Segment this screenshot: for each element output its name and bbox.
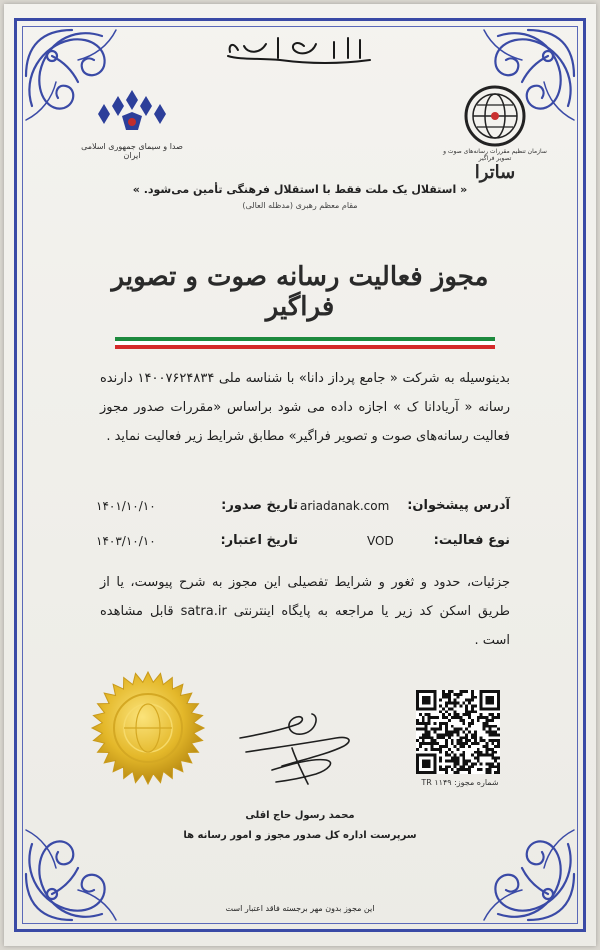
issue-date-label: تاریخ صدور: xyxy=(221,498,298,513)
address-label: آدرس پیشخوان: xyxy=(407,498,510,513)
signer-name: محمد رسول حاج اقلی xyxy=(245,810,355,821)
irib-logo xyxy=(72,86,192,160)
flag-red-stripe xyxy=(115,345,495,349)
quote-source: مقام معظم رهبری (مدظله العالی) xyxy=(242,201,358,210)
license-number: شماره مجوز: TR ۱۱۴۹ xyxy=(421,778,499,787)
gold-seal-icon xyxy=(88,668,208,788)
iran-flag-stripe xyxy=(115,337,495,349)
satra-brand: ساترا xyxy=(474,162,516,184)
activity-type-label: نوع فعالیت: xyxy=(433,533,510,548)
irib-caption: صدا و سیمای جمهوری اسلامی ایران xyxy=(81,142,183,160)
details-paragraph: جزئیات، حدود و ثغور و شرایط تفصیلی این مجوز به شرح پیوست، یا از طریق اسکن کد زیر یا مراجعه به پایگاه اینترنتی satra.ir قابل مشاهده است . xyxy=(100,575,510,648)
header-quote: « استقلال یک ملت فقط با استقلال فرهنگی تأمین می‌شود. » xyxy=(132,183,468,196)
validity-date-value: ۱۴۰۳/۱۰/۱۰ xyxy=(96,534,156,548)
validity-date-label: تاریخ اعتبار: xyxy=(220,533,298,548)
basmala-calligraphy xyxy=(220,30,380,70)
corner-ornament-bottom-right xyxy=(468,814,588,934)
address-value: ariadanak.com xyxy=(300,499,390,513)
activity-type-value: VOD xyxy=(367,534,394,548)
satra-logo xyxy=(440,84,550,183)
globe-icon xyxy=(463,84,527,148)
signer-role: سرپرست اداره کل صدور مجوز و امور رسانه ها xyxy=(183,830,417,841)
satra-subtitle: سازمان تنظیم مقررات رسانه‌های صوت و تصویر فراگیر xyxy=(443,148,547,163)
qr-code[interactable] xyxy=(416,690,500,774)
corner-ornament-bottom-left xyxy=(12,814,132,934)
body-paragraph: بدینوسیله به شرکت « جامع پرداز دانا» با شناسه ملی ۱۴۰۰۷۶۲۴۸۳۴ دارنده رسانه « آریادانا ک » اجازه داده می شود براساس «مقررات صدور مجوز فعالیت رسانه‌های صوت و تصویر فراگیر» مطابق شرایط زیر فعالیت نماید . xyxy=(100,371,510,444)
irib-emblem-icon xyxy=(92,86,172,136)
certificate-title: مجوز فعالیت رسانه صوت و تصویر فراگیر xyxy=(111,262,489,322)
handwritten-signature xyxy=(232,708,362,788)
footer-note: این مجوز بدون مهر برجسته فاقد اعتبار است xyxy=(225,904,375,913)
issue-date-value: ۱۴۰۱/۱۰/۱۰ xyxy=(96,499,156,513)
